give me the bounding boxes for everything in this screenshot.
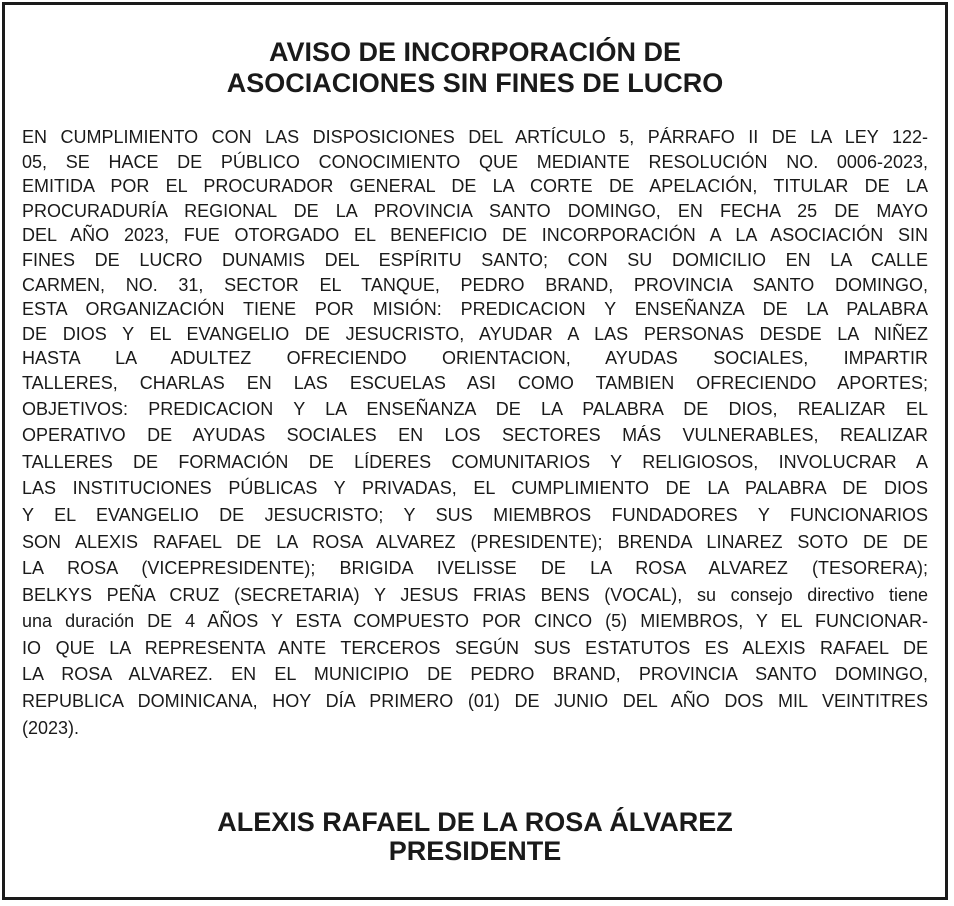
body-line: EN CUMPLIMIENTO CON LAS DISPOSICIONES DEL ARTÍCULO 5, PÁRRAFO II DE LA LEY 122- (22, 127, 928, 147)
title-line-1: AVISO DE INCORPORACIÓN DE (268, 37, 682, 67)
body-line: OPERATIVO DE AYUDAS SOCIALES EN LOS SECTORES MÁS VULNERABLES, REALIZAR (22, 425, 928, 446)
signatory-name: ALEXIS RAFAEL DE LA ROSA ÁLVAREZ (217, 807, 733, 837)
body-line: DE DIOS Y EL EVANGELIO DE JESUCRISTO, AYUDAR A LAS PERSONAS DESDE LA NIÑEZ (22, 323, 928, 344)
body-line: SON ALEXIS RAFAEL DE LA ROSA ALVAREZ (PRESIDENTE); BRENDA LINAREZ SOTO DE DE (22, 531, 928, 552)
body-line: LAS INSTITUCIONES PÚBLICAS Y PRIVADAS, EL CUMPLIMIENTO DE LA PALABRA DE DIOS (22, 478, 928, 499)
body-line: ESTA ORGANIZACIÓN TIENE POR MISIÓN: PREDICACION Y ENSEÑANZA DE LA PALABRA (22, 299, 928, 320)
signature-block (5, 808, 945, 866)
body-line: BELKYS PEÑA CRUZ (SECRETARIA) Y JESUS FRIAS BENS (VOCAL), su consejo directivo tiene (22, 584, 928, 605)
body-line: IO QUE LA REPRESENTA ANTE TERCEROS SEGÚN SUS ESTATUTOS ES ALEXIS RAFAEL DE (22, 637, 928, 658)
title-line-2: ASOCIACIONES SIN FINES DE LUCRO (226, 68, 724, 98)
body-line: TALLERES DE FORMACIÓN DE LÍDERES COMUNITARIOS Y RELIGIOSOS, INVOLUCRAR A (22, 451, 928, 472)
body-line: DEL AÑO 2023, FUE OTORGADO EL BENEFICIO DE INCORPORACIÓN A LA ASOCIACIÓN SIN (22, 225, 928, 246)
notice-frame (2, 2, 948, 900)
body-line: una duración DE 4 AÑOS Y ESTA COMPUESTO POR CINCO (5) MIEMBROS, Y EL FUNCIONAR- (22, 611, 928, 632)
body-line: LA ROSA (VICEPRESIDENTE); BRIGIDA IVELISSE DE LA ROSA ALVAREZ (TESORERA); (22, 558, 928, 579)
body-line: HASTA LA ADULTEZ OFRECIENDO ORIENTACION, AYUDAS SOCIALES, IMPARTIR (22, 348, 928, 369)
body-line: PROCURADURÍA REGIONAL DE LA PROVINCIA SANTO DOMINGO, EN FECHA 25 DE MAYO (22, 200, 928, 221)
body-line: OBJETIVOS: PREDICACION Y LA ENSEÑANZA DE LA PALABRA DE DIOS, REALIZAR EL (22, 398, 928, 419)
notice-body (22, 125, 928, 741)
body-line: CARMEN, NO. 31, SECTOR EL TANQUE, PEDRO BRAND, PROVINCIA SANTO DOMINGO, (22, 274, 928, 295)
body-line: LA ROSA ALVAREZ. EN EL MUNICIPIO DE PEDRO BRAND, PROVINCIA SANTO DOMINGO, (22, 664, 928, 685)
notice-title (5, 37, 945, 99)
body-line: TALLERES, CHARLAS EN LAS ESCUELAS ASI COMO TAMBIEN OFRECIENDO APORTES; (22, 372, 928, 393)
body-line: 05, SE HACE DE PÚBLICO CONOCIMIENTO QUE MEDIANTE RESOLUCIÓN NO. 0006-2023, (22, 151, 928, 172)
signatory-role: PRESIDENTE (388, 836, 562, 866)
body-line: EMITIDA POR EL PROCURADOR GENERAL DE LA CORTE DE APELACIÓN, TITULAR DE LA (22, 176, 928, 197)
body-line: (2023). (22, 717, 80, 738)
body-line: FINES DE LUCRO DUNAMIS DEL ESPÍRITU SANTO; CON SU DOMICILIO EN LA CALLE (22, 249, 928, 270)
body-line: REPUBLICA DOMINICANA, HOY DÍA PRIMERO (01) DE JUNIO DEL AÑO DOS MIL VEINTITRES (22, 691, 928, 712)
body-line: Y EL EVANGELIO DE JESUCRISTO; Y SUS MIEMBROS FUNDADORES Y FUNCIONARIOS (22, 504, 928, 525)
